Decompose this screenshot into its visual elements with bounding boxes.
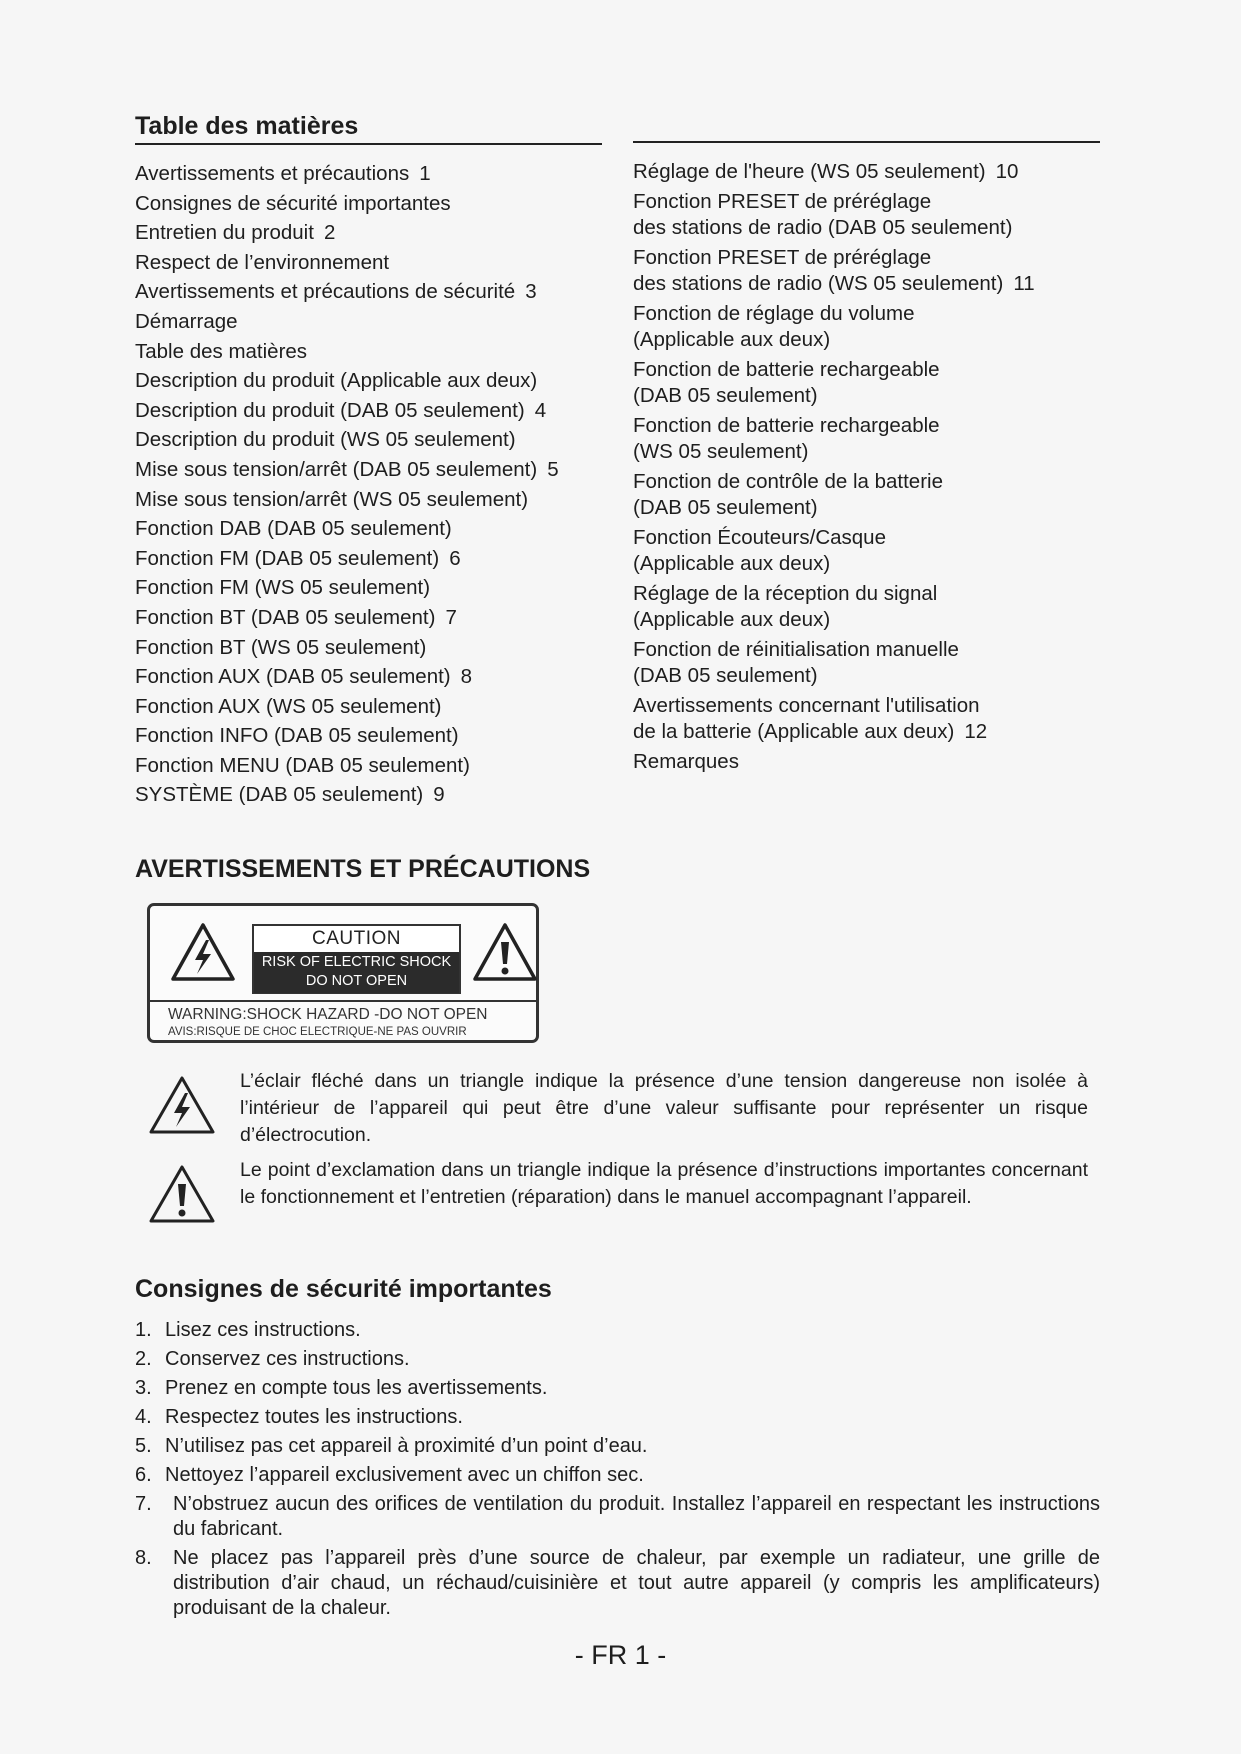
risk-text	[254, 952, 459, 993]
toc-entry-text: Fonction de contrôle de la batterie	[633, 470, 943, 493]
toc-entry-text: Entretien du produit	[135, 221, 314, 245]
toc-entry	[135, 485, 615, 515]
toc-entry-text: Mise sous tension/arrêt (DAB 05 seulement)	[135, 457, 538, 481]
toc-entry-line-2	[633, 327, 1103, 353]
toc-entry-line-1	[633, 525, 1103, 551]
toc-page-number: 3	[525, 280, 537, 304]
toc-entry-text: (DAB 05 seulement)	[633, 384, 818, 407]
safety-item-text: Prenez en compte tous les avertissements.	[165, 1377, 548, 1399]
toc-entry-text: (Applicable aux deux)	[633, 552, 831, 575]
safety-item	[135, 1318, 1100, 1343]
toc-entry	[135, 248, 615, 278]
toc-entry-text: Fonction DAB (DAB 05 seulement)	[135, 517, 452, 541]
toc-entry-text: Avertissements et précautions	[135, 162, 410, 185]
safety-item	[135, 1347, 1100, 1372]
safety-item	[135, 1434, 1100, 1459]
toc-entry-text: (Applicable aux deux)	[633, 328, 831, 351]
toc-entry-line-2	[633, 607, 1103, 633]
toc-entry-text: Fonction de réglage du volume	[633, 302, 915, 325]
risk-line-1: RISK OF ELECTRIC SHOCK	[261, 954, 452, 970]
toc-entry	[135, 603, 615, 633]
toc-entry	[135, 189, 615, 219]
safety-item-number: 1.	[135, 1319, 152, 1341]
toc-entry	[135, 337, 615, 367]
safety-item-text: Conservez ces instructions.	[165, 1348, 410, 1370]
toc-entry	[633, 189, 1103, 241]
toc-entry-text: Fonction BT (WS 05 seulement)	[135, 635, 427, 659]
toc-entry-text: Table des matières	[135, 339, 308, 363]
toc-page-number: 12	[964, 720, 988, 743]
toc-entry	[135, 277, 615, 307]
safety-item	[135, 1463, 1100, 1488]
toc-page-number: 5	[547, 457, 559, 481]
safety-item-number: 4.	[135, 1406, 152, 1428]
toc-entry	[135, 514, 615, 544]
toc-entry-line-2	[633, 719, 1103, 745]
caution-text: CAUTION	[254, 926, 459, 952]
caution-center-box	[252, 924, 461, 994]
toc-page-number: 4	[534, 398, 547, 422]
toc-entry	[135, 425, 615, 455]
toc-entry	[135, 662, 615, 692]
toc-entry-text: Consignes de sécurité importantes	[135, 191, 451, 215]
warning-english: WARNING:SHOCK HAZARD -DO NOT OPEN	[168, 1006, 488, 1023]
toc-entry-line-1	[633, 159, 1103, 185]
safety-item-text: Respectez toutes les instructions.	[165, 1406, 463, 1428]
toc-title: Table des matières	[135, 112, 602, 145]
toc-entry-line-2	[633, 383, 1103, 409]
safety-item	[135, 1405, 1100, 1430]
toc-entry-text: (DAB 05 seulement)	[633, 664, 818, 687]
toc-entry-text: Fonction AUX (DAB 05 seulement)	[135, 665, 451, 689]
toc-entry-text: Mise sous tension/arrêt (WS 05 seulement)	[135, 487, 529, 511]
toc-entry	[135, 455, 615, 485]
safety-item-number: 2.	[135, 1348, 152, 1370]
toc-entry	[633, 469, 1103, 521]
safety-item-text: N’utilisez pas cet appareil à proximité d’un point d’eau.	[165, 1435, 648, 1457]
toc-entry-text: (DAB 05 seulement)	[633, 496, 818, 519]
toc-left-column	[135, 159, 615, 810]
toc-entry-text: (WS 05 seulement)	[633, 440, 809, 463]
toc-entry	[633, 581, 1103, 633]
toc-entry-line-2	[633, 551, 1103, 577]
toc-entry-line-2	[633, 271, 1103, 297]
risk-line-2: DO NOT OPEN	[305, 973, 408, 989]
toc-entry	[135, 544, 615, 574]
toc-entry	[633, 749, 1103, 775]
toc-page-number: 6	[449, 546, 461, 570]
safety-item-text: Ne placez pas l’appareil près d’une source de chaleur, par exemple un radiateur, une grille de distribution d’air chaud, un réchaud/cuisinière et tout autre appareil (y compris les amplificateurs) produisant de la chaleur.	[173, 1547, 1100, 1619]
toc-entry	[135, 307, 615, 337]
toc-entry-line-2	[633, 215, 1103, 241]
toc-entry-text: Fonction FM (WS 05 seulement)	[135, 576, 431, 600]
toc-entry-line-1	[633, 357, 1103, 383]
toc-entry	[135, 780, 615, 810]
toc-entry-text: Fonction INFO (DAB 05 seulement)	[135, 724, 459, 748]
caution-label	[147, 903, 539, 1043]
toc-entry-line-1	[633, 693, 1103, 719]
toc-entry-text: Description du produit (Applicable aux deux)	[135, 369, 538, 393]
toc-entry-text: Fonction de batterie rechargeable	[633, 414, 940, 437]
toc-entry	[633, 159, 1103, 185]
toc-entry-line-2	[633, 439, 1103, 465]
toc-entry	[633, 637, 1103, 689]
safety-item-number: 5.	[135, 1435, 152, 1457]
lightning-triangle-icon	[170, 922, 236, 982]
toc-entry-text: Fonction de réinitialisation manuelle	[633, 638, 959, 661]
toc-page-number: 11	[1013, 272, 1035, 295]
safety-heading: Consignes de sécurité importantes	[135, 1275, 552, 1303]
toc-entry-text: Description du produit (DAB 05 seulement)	[135, 398, 525, 422]
toc-entry	[135, 366, 615, 396]
toc-entry	[633, 301, 1103, 353]
toc-entry	[135, 692, 615, 722]
toc-entry-text: Fonction Écouteurs/Casque	[633, 526, 886, 549]
toc-entry	[633, 413, 1103, 465]
toc-entry	[633, 245, 1103, 297]
toc-page-number: 7	[445, 605, 457, 629]
toc-entry-text: Réglage de l'heure (WS 05 seulement)	[633, 160, 986, 183]
exclamation-explanation: Le point d’exclamation dans un triangle indique la présence d’instructions importantes concernant le fonctionnement et l’entretien (réparation) dans le manuel accompagnant l’appareil.	[240, 1159, 1088, 1208]
toc-entry-text: des stations de radio (DAB 05 seulement)	[633, 216, 1013, 239]
safety-item-text: Lisez ces instructions.	[165, 1319, 361, 1341]
toc-entry-text: Fonction FM (DAB 05 seulement)	[135, 546, 440, 570]
toc-entry	[135, 218, 615, 248]
toc-entry-text: Démarrage	[135, 309, 238, 333]
toc-entry-text: (Applicable aux deux)	[633, 608, 831, 631]
toc-page-number: 10	[995, 160, 1019, 183]
toc-right-column	[633, 159, 1103, 779]
toc-entry-line-2	[633, 663, 1103, 689]
toc-entry-line-1	[633, 245, 1103, 271]
toc-entry-text: Fonction de batterie rechargeable	[633, 358, 940, 381]
toc-entry-text: Fonction AUX (WS 05 seulement)	[135, 694, 442, 718]
toc-entry-text: Fonction BT (DAB 05 seulement)	[135, 605, 436, 629]
exclamation-symbol-icon	[148, 1163, 216, 1225]
toc-entry-text: Respect de l’environnement	[135, 250, 390, 274]
toc-entry-text: Fonction PRESET de préréglage	[633, 190, 932, 213]
toc-entry	[135, 396, 615, 426]
toc-entry	[633, 693, 1103, 745]
toc-entry	[633, 357, 1103, 409]
safety-item	[135, 1376, 1100, 1401]
toc-entry-text: Remarques	[633, 750, 739, 773]
toc-entry-line-1	[633, 469, 1103, 495]
toc-entry-text: Avertissements et précautions de sécurité	[135, 280, 516, 304]
caution-divider	[150, 1000, 536, 1002]
lightning-explanation: L’éclair fléché dans un triangle indique la présence d’une tension dangereuse non isolée à l’intérieur de l’appareil qui peut être d’une valeur suffisante pour représenter un risque d’électrocution.	[240, 1070, 1088, 1146]
safety-item-number: 8.	[135, 1547, 152, 1569]
toc-entry-line-1	[633, 749, 1103, 775]
safety-list	[135, 1318, 1100, 1625]
toc-entry-text: Avertissements concernant l'utilisation	[633, 694, 980, 717]
lightning-symbol-icon	[148, 1074, 216, 1136]
toc-entry-text: Réglage de la réception du signal	[633, 582, 938, 605]
safety-item-text: N’obstruez aucun des orifices de ventilation du produit. Installez l’appareil en respectant les instructions du fabricant.	[173, 1493, 1100, 1540]
toc-entry-line-1	[633, 189, 1103, 215]
toc-entry-line-1	[633, 581, 1103, 607]
safety-item-text: Nettoyez l’appareil exclusivement avec un chiffon sec.	[165, 1464, 644, 1486]
toc-entry	[135, 721, 615, 751]
toc-page-number: 1	[419, 162, 431, 185]
toc-entry-line-2	[633, 495, 1103, 521]
toc-page-number: 9	[433, 783, 445, 807]
toc-entry-text: Fonction MENU (DAB 05 seulement)	[135, 753, 470, 777]
toc-entry-text: Description du produit (WS 05 seulement)	[135, 428, 516, 452]
toc-entry-text: Fonction PRESET de préréglage	[633, 246, 932, 269]
toc-page-number: 2	[323, 221, 336, 245]
toc-entry	[633, 525, 1103, 577]
toc-entry	[135, 573, 615, 603]
toc-entry-text: SYSTÈME (DAB 05 seulement)	[135, 783, 424, 807]
safety-item-number: 7.	[135, 1493, 152, 1515]
toc-entry	[135, 751, 615, 781]
toc-entry	[135, 159, 615, 189]
exclamation-triangle-icon	[472, 922, 538, 982]
safety-item-number: 6.	[135, 1464, 152, 1486]
warnings-heading: AVERTISSEMENTS ET PRÉCAUTIONS	[135, 855, 591, 883]
safety-item-number: 3.	[135, 1377, 152, 1399]
toc-entry-text: des stations de radio (WS 05 seulement)	[633, 272, 1004, 295]
safety-item	[135, 1546, 1100, 1621]
toc-page-number: 8	[460, 665, 473, 689]
page-number: - FR 1 -	[574, 1640, 667, 1670]
toc-entry	[135, 633, 615, 663]
warning-french: AVIS:RISQUE DE CHOC ELECTRIQUE-NE PAS OUVRIR	[168, 1026, 467, 1038]
toc-divider-right	[633, 141, 1100, 143]
toc-entry-line-1	[633, 301, 1103, 327]
toc-entry-line-1	[633, 413, 1103, 439]
safety-item	[135, 1492, 1100, 1542]
toc-entry-text: de la batterie (Applicable aux deux)	[633, 720, 955, 743]
toc-entry-line-1	[633, 637, 1103, 663]
